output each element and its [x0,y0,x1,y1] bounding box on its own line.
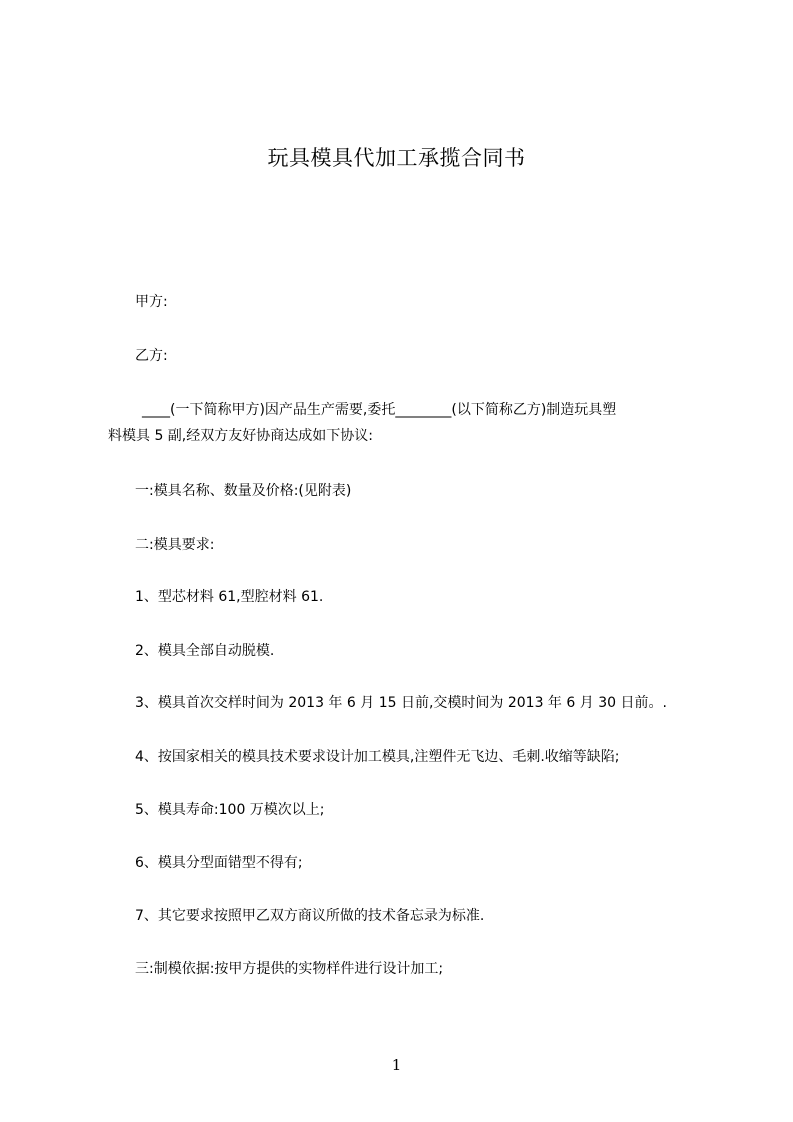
requirement-item-5: 5、模具寿命:100 万模次以上; [135,802,325,818]
section-3-heading: 三:制模依据:按甲方提供的实物样件进行设计加工; [135,961,444,977]
page-number: 1 [391,1056,402,1074]
party-a-label: 甲方: [135,294,168,310]
intro-paragraph-line-1: ____(一下简称甲方)因产品生产需要,委托________(以下简称乙方)制造玩具塑 [142,402,617,418]
party-b-label: 乙方: [135,348,168,364]
requirement-item-7: 7、其它要求按照甲乙双方商议所做的技术备忘录为标准. [135,908,485,924]
requirement-item-1: 1、型芯材料 61,型腔材料 61. [135,589,324,605]
section-1-heading: 一:模具名称、数量及价格:(见附表) [135,483,352,499]
intro-paragraph-line-2: 料模具 5 副,经双方友好协商达成如下协议: [108,428,373,444]
requirement-item-3: 3、模具首次交样时间为 2013 年 6 月 15 日前,交模时间为 2013 年 6 月 30 日前。. [135,695,667,711]
section-2-heading: 二:模具要求: [135,537,215,553]
requirement-item-6: 6、模具分型面错型不得有; [135,855,303,871]
requirement-item-2: 2、模具全部自动脱模. [135,643,275,659]
document-title: 玩具模具代加工承揽合同书 [267,146,526,170]
requirement-item-4: 4、按国家相关的模具技术要求设计加工模具,注塑件无飞边、毛刺.收缩等缺陷; [135,749,620,765]
